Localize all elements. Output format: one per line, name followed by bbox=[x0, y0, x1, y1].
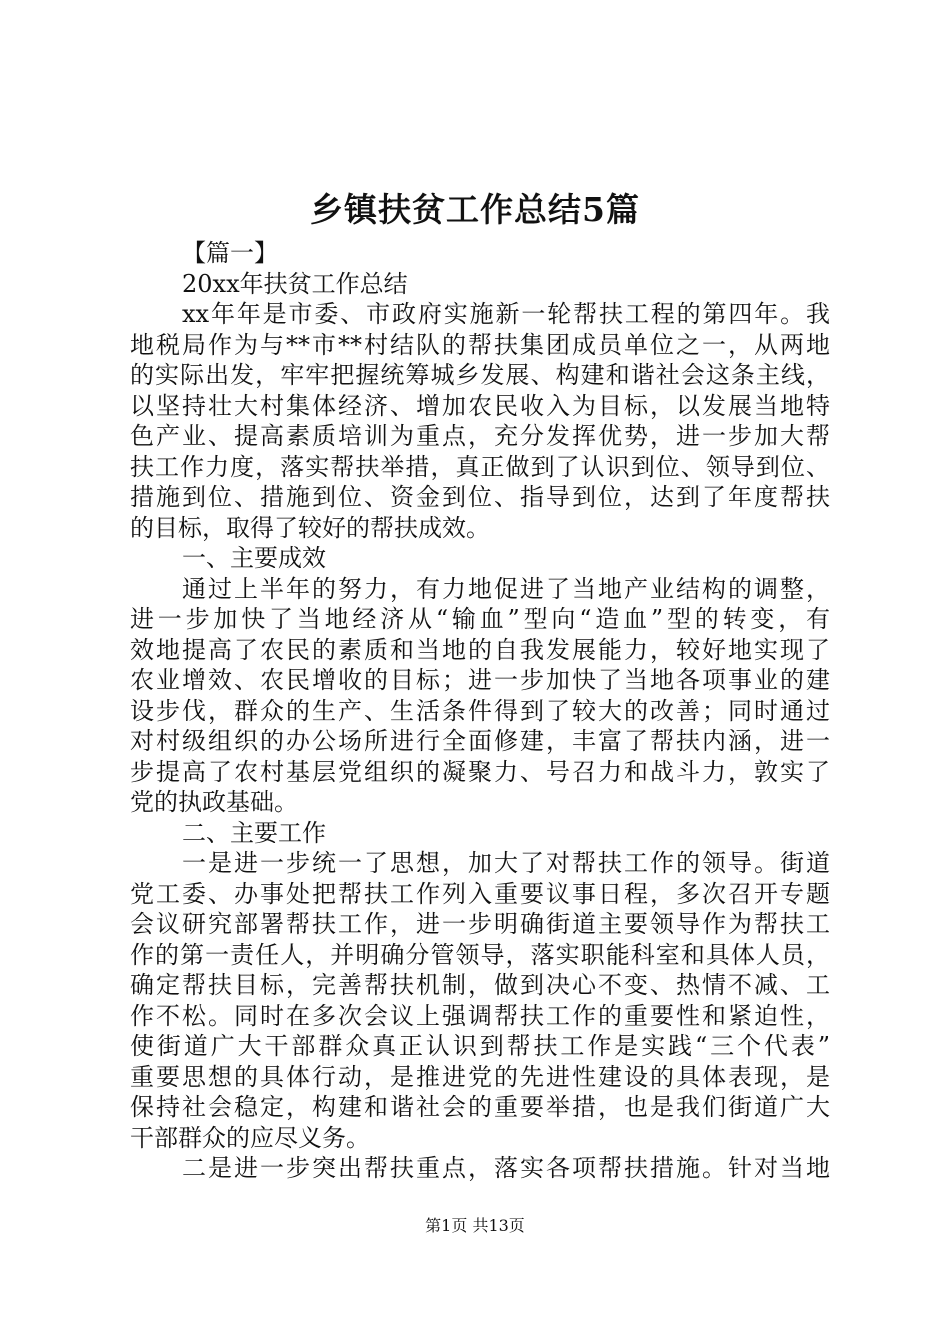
text-line: 设步伐，群众的生产、生活条件得到了较大的改善；同时通过 bbox=[130, 696, 830, 725]
page-footer: 第1页 共13页 bbox=[425, 1216, 525, 1235]
text-line: 确定帮扶目标，完善帮扶机制，做到决心不变、热情不减、工 bbox=[130, 971, 830, 999]
text-line: 会议研究部署帮扶工作，进一步明确街道主要领导作为帮扶工 bbox=[130, 910, 830, 938]
text-line: 措施到位、措施到位、资金到位、指导到位，达到了年度帮扶 bbox=[130, 483, 830, 511]
text-line: 步提高了农村基层党组织的凝聚力、号召力和战斗力，敦实了 bbox=[130, 757, 830, 786]
text-line: 【篇一】 bbox=[182, 239, 278, 267]
text-line: xx年年是市委、市政府实施新一轮帮扶工程的第四年。我 bbox=[182, 300, 830, 328]
text-line: 通过上半年的努力，有力地促进了当地产业结构的调整， bbox=[182, 574, 830, 603]
text-line: 扶工作力度，落实帮扶举措，真正做到了认识到位、领导到位、 bbox=[130, 452, 830, 481]
text-line: 作不松。同时在多次会议上强调帮扶工作的重要性和紧迫性， bbox=[130, 1001, 830, 1030]
text-line: 使街道广大干部群众真正认识到帮扶工作是实践“三个代表” bbox=[130, 1032, 830, 1060]
text-line: 的实际出发，牢牢把握统筹城乡发展、构建和谐社会这条主线， bbox=[130, 361, 830, 389]
text-line: 效地提高了农民的素质和当地的自我发展能力，较好地实现了 bbox=[130, 635, 830, 664]
text-line: 一是进一步统一了思想，加大了对帮扶工作的领导。街道 bbox=[182, 849, 830, 877]
document-title: 乡镇扶贫工作总结5篇 bbox=[310, 190, 640, 229]
text-line: 作的第一责任人，并明确分管领导，落实职能科室和具体人员， bbox=[130, 940, 830, 969]
text-line: 农业增效、农民增收的目标；进一步加快了当地各项事业的建 bbox=[130, 666, 830, 694]
text-line: 二是进一步突出帮扶重点，落实各项帮扶措施。针对当地 bbox=[182, 1154, 830, 1182]
text-line: 二、主要工作 bbox=[182, 818, 326, 847]
document-body bbox=[130, 238, 830, 1184]
text-line: 的目标，取得了较好的帮扶成效。 bbox=[130, 513, 490, 542]
text-line: 干部群众的应尽义务。 bbox=[130, 1123, 370, 1152]
text-line: 一、主要成效 bbox=[182, 544, 326, 572]
text-line: 以坚持壮大村集体经济、增加农民收入为目标，以发展当地特 bbox=[130, 391, 830, 420]
text-line: 地税局作为与**市**村结队的帮扶集团成员单位之一，从两地 bbox=[130, 330, 830, 359]
text-line: 保持社会稳定，构建和谐社会的重要举措，也是我们街道广大 bbox=[130, 1093, 830, 1121]
text-line: 重要思想的具体行动，是推进党的先进性建设的具体表现，是 bbox=[130, 1062, 830, 1091]
text-line: 色产业、提高素质培训为重点，充分发挥优势，进一步加大帮 bbox=[130, 422, 830, 450]
text-line: 党工委、办事处把帮扶工作列入重要议事日程，多次召开专题 bbox=[130, 879, 830, 908]
text-line: 进一步加快了当地经济从“输血”型向“造血”型的转变，有 bbox=[130, 605, 830, 633]
text-line: 20xx年扶贫工作总结 bbox=[182, 269, 408, 298]
text-line: 对村级组织的办公场所进行全面修建，丰富了帮扶内涵，进一 bbox=[130, 727, 830, 755]
text-line: 党的执政基础。 bbox=[130, 788, 298, 816]
